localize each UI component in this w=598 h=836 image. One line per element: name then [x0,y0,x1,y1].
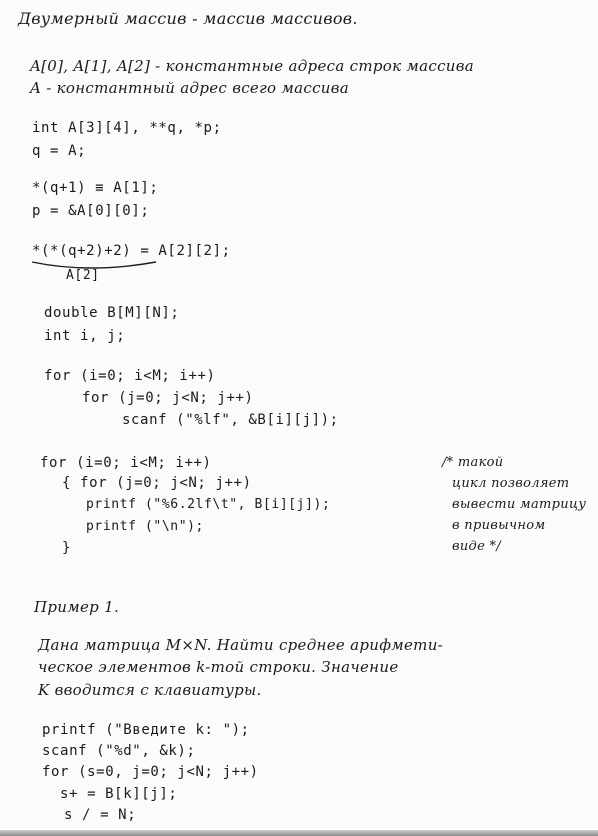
loop2-line-5: } [62,540,72,556]
loop2-line-4: printf ("\n"); [86,519,204,534]
loop1-line-3: scanf ("%lf", &B[i][j]); [122,412,339,428]
example-heading: Пример 1. [34,598,120,616]
example-line-1: Дана матрица M×N. Найти среднее арифмети- [38,636,444,654]
loop2-line-3: printf ("%6.2lf\t", B[i][j]); [86,497,331,512]
loop1-line-1: for (i=0; i<M; i++) [44,368,216,384]
intro-line-1: A[0], A[1], A[2] - константные адреса строк массива [30,57,475,75]
code3-line-1: printf ("Введите k: "); [42,722,250,738]
example-line-2: ческое элементов k-той строки. Значение [38,658,399,676]
comment-line-5: виде */ [452,539,501,554]
block2-line-2: int i, j; [44,328,126,344]
comment-line-4: в привычном [452,518,546,533]
code3-line-4: s+ = B[k][j]; [60,786,178,802]
decl-line-1: int A[3][4], **q, *p; [32,120,222,136]
page-title: Двумерный массив - массив массивов. [18,9,358,28]
page-bottom-edge [0,830,598,836]
loop2-line-2: { for (j=0; j<N; j++) [62,475,252,491]
comment-line-3: вывести матрицу [452,497,587,512]
comment-line-2: цикл позволяет [452,476,570,491]
intro-line-2: A - константный адрес всего массива [30,79,350,97]
block2-line-1: double B[M][N]; [44,305,180,321]
code3-line-2: scanf ("%d", &k); [42,743,196,759]
ptr-line-2: p = &A[0][0]; [32,203,150,219]
code3-line-5: s / = N; [64,807,137,823]
example-line-3: K вводится с клавиатуры. [38,681,262,699]
comment-line-1: /* такой [442,455,504,470]
ptr-line-1: *(q+1) ≡ A[1]; [32,180,159,196]
decl-line-2: q = A; [32,143,87,159]
code3-line-3: for (s=0, j=0; j<N; j++) [42,764,259,780]
ptr-line-3: *(*(q+2)+2) = A[2][2]; [32,243,231,259]
loop2-line-1: for (i=0; i<M; i++) [40,455,212,471]
loop1-line-2: for (j=0; j<N; j++) [82,390,254,406]
ptr-underlabel: A[2] [66,268,100,283]
